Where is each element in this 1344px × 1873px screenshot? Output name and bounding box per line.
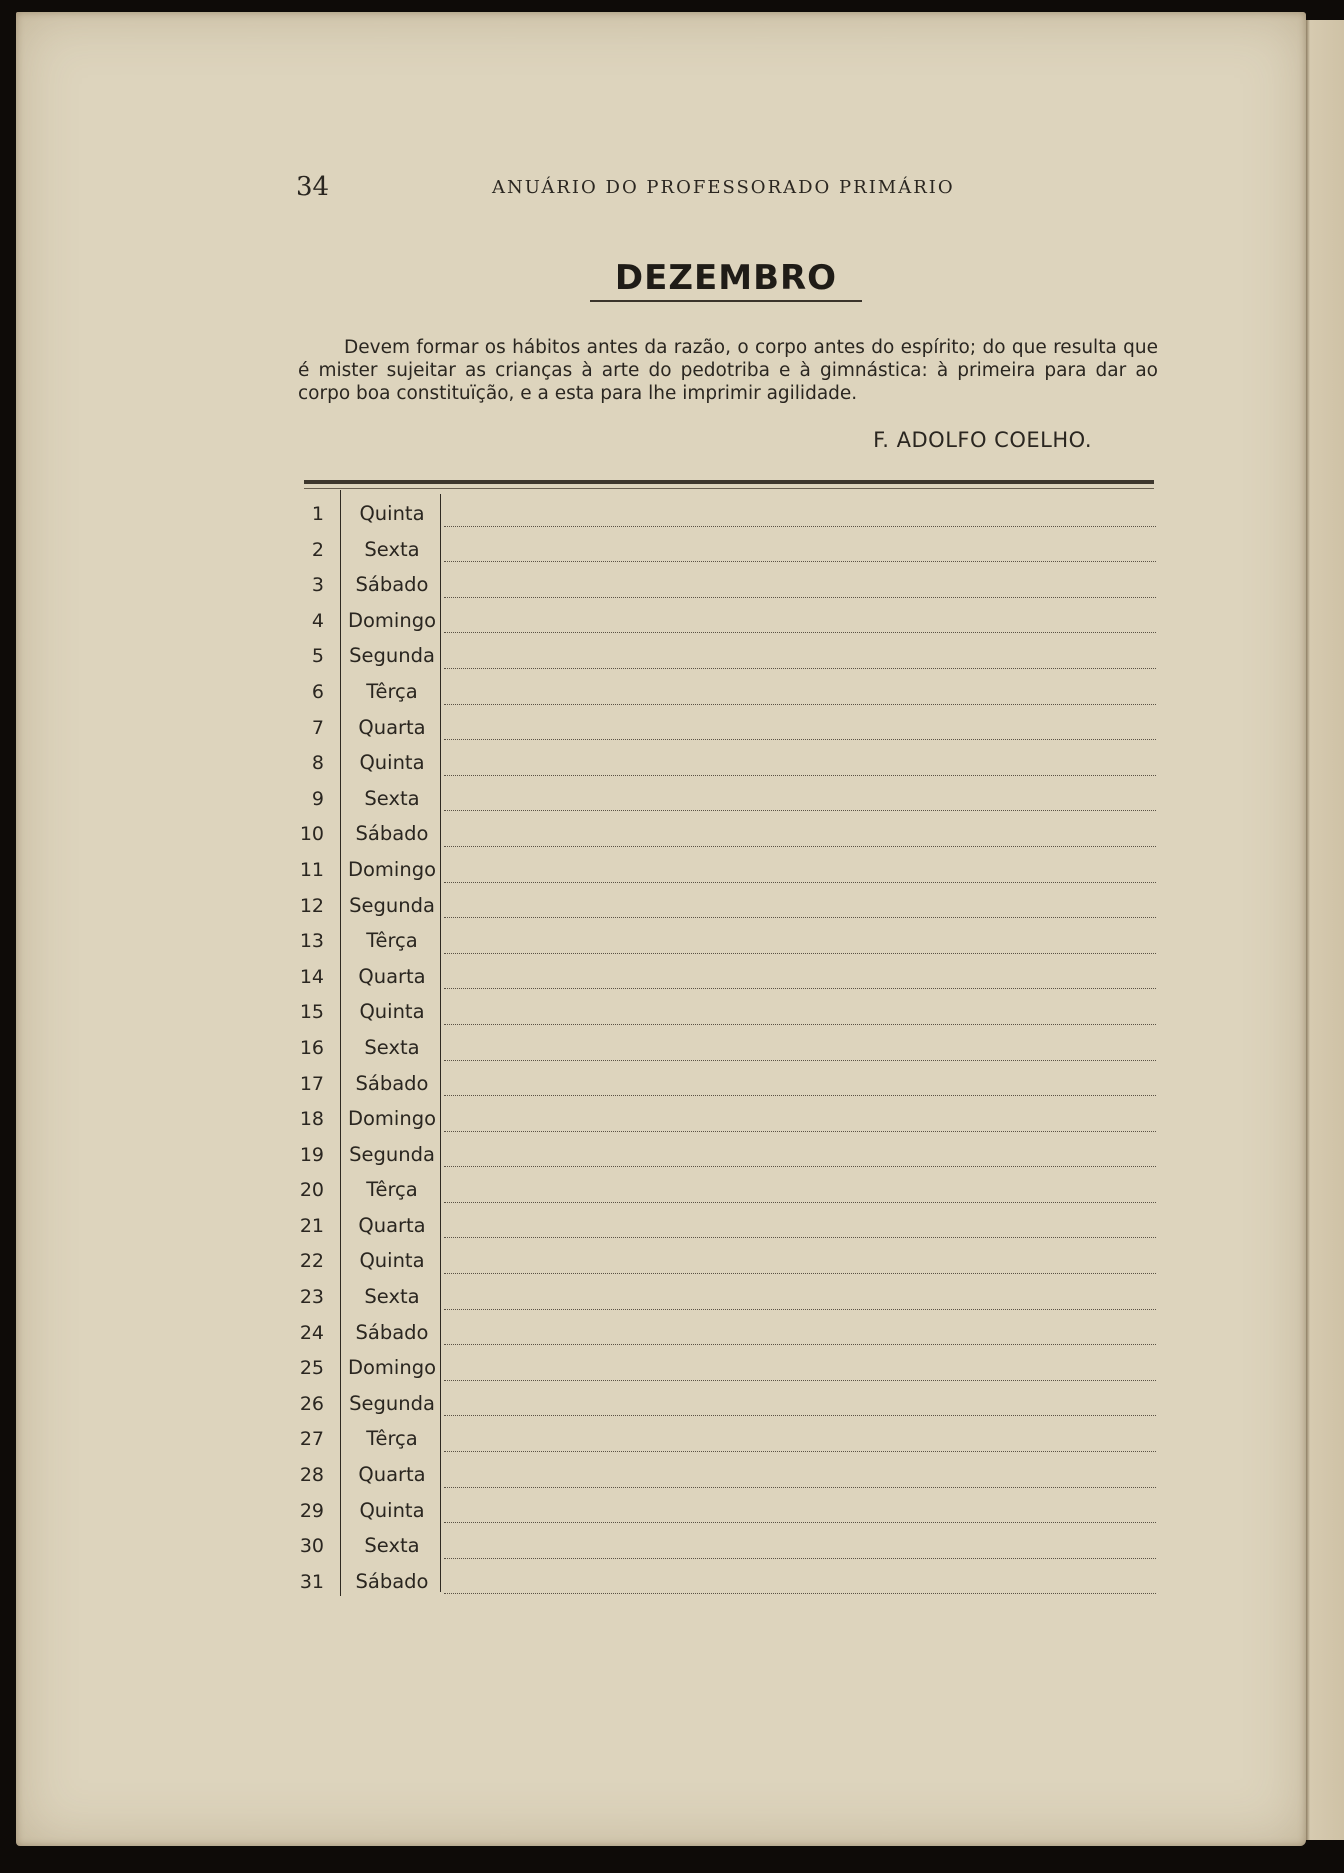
day-number: 21 [299,1214,324,1237]
calendar-day-row [296,1279,1156,1315]
calendar-day-row [296,638,1156,674]
notes-line [444,1202,1156,1203]
notes-line [444,1095,1156,1096]
notes-line [444,1309,1156,1310]
calendar-day-row [296,852,1156,888]
day-number: 11 [299,858,324,881]
day-number: 4 [311,609,324,632]
weekday-name: Quinta [359,502,425,525]
calendar-day-row [296,1386,1156,1422]
day-number: 25 [299,1357,324,1380]
calendar-day-row [296,1101,1156,1137]
weekday-name: Domingo [347,857,437,881]
day-number: 8 [311,752,324,775]
notes-line [444,917,1156,918]
day-number: 1 [311,503,324,525]
notes-line [444,1060,1156,1061]
notes-line [444,632,1156,633]
page-number: 34 [296,172,330,202]
weekday-name: Sábado [355,573,429,597]
notes-line [444,846,1156,847]
day-number: 24 [299,1321,324,1344]
weekday-name: Quarta [358,1213,426,1237]
weekday-name: Domingo [347,608,437,632]
day-number: 30 [299,1535,324,1558]
weekday-name: Segunda [349,644,435,668]
notes-line [444,1344,1156,1345]
notes-line [444,1522,1156,1523]
journal-title: ANUÁRIO DO PROFESSORADO PRIMÁRIO [492,177,955,198]
day-number: 2 [311,538,324,561]
calendar-day-row [296,1421,1156,1457]
calendar-day-row [296,1564,1156,1600]
calendar-day-list [296,496,1156,1599]
day-number: 9 [311,787,324,810]
day-number: 17 [299,1072,324,1095]
notes-line [444,1487,1156,1488]
calendar-day-row [296,1137,1156,1173]
notes-line [444,1593,1156,1594]
weekday-name: Sábado [355,822,429,846]
calendar-day-row [296,1528,1156,1564]
calendar-day-row [296,1243,1156,1279]
day-number: 26 [299,1392,324,1415]
day-number: 19 [299,1143,324,1166]
day-number: 27 [299,1428,324,1451]
calendar-day-row [296,1493,1156,1529]
notes-line [444,597,1156,598]
notes-line [444,668,1156,669]
weekday-name: Quarta [358,1463,426,1487]
notes-line [444,1380,1156,1381]
day-number: 7 [311,716,324,739]
day-number: 22 [299,1250,324,1273]
day-number: 23 [299,1286,324,1309]
calendar-day-row [296,603,1156,639]
day-number: 6 [311,680,324,703]
day-number: 13 [299,930,324,953]
notes-line [444,739,1156,740]
notes-line [444,1273,1156,1274]
day-number: 5 [311,645,324,668]
weekday-name: Sábado [355,1320,429,1344]
weekday-name: Sexta [364,537,420,561]
day-number: 14 [299,965,324,988]
weekday-name: Têrça [366,929,418,953]
calendar-day-row [296,1350,1156,1386]
calendar-day-row [296,1066,1156,1102]
day-number: 18 [299,1108,324,1131]
notes-line [444,1237,1156,1238]
day-number: 16 [299,1036,324,1059]
epigraph-quote: Devem formar os hábitos antes da razão, o corpo antes do espírito; do que resulta que é mister sujeitar as crianças à arte do pedotriba e à gimnástica: à primeira para dar ao corpo boa constituïção, e a esta para lhe imprimir agilidade. [298,337,1158,404]
weekday-name: Sexta [364,786,420,810]
day-number: 20 [299,1179,324,1202]
calendar-day-row [296,674,1156,710]
calendar-day-row [296,567,1156,603]
weekday-name: Sexta [364,1035,420,1059]
calendar-day-row [296,816,1156,852]
notes-line [444,810,1156,811]
table-top-rule [304,480,1154,484]
weekday-name: Domingo [347,1107,437,1131]
weekday-name: Têrça [366,1178,418,1202]
day-number: 3 [311,574,324,597]
notes-line [444,1558,1156,1559]
weekday-name: Sexta [364,1285,420,1309]
weekday-name: Quarta [358,964,426,988]
calendar-day-row [296,496,1156,532]
calendar-day-row [296,1457,1156,1493]
calendar-day-row [296,888,1156,924]
calendar-day-row [296,1172,1156,1208]
notes-line [444,953,1156,954]
notes-line [444,1415,1156,1416]
calendar-day-row [296,994,1156,1030]
weekday-name: Segunda [349,1142,435,1166]
calendar-day-row [296,923,1156,959]
weekday-name: Têrça [366,1427,418,1451]
notes-line [444,988,1156,989]
notes-line [444,1024,1156,1025]
weekday-name: Quarta [358,715,426,739]
notes-line [444,1166,1156,1167]
notes-line [444,526,1156,527]
day-number: 12 [299,894,324,917]
notes-line [444,1451,1156,1452]
weekday-name: Quinta [359,1000,425,1024]
day-number: 31 [299,1570,324,1593]
day-number: 29 [299,1499,324,1522]
weekday-name: Sábado [355,1071,429,1095]
calendar-day-row [296,781,1156,817]
weekday-name: Quinta [359,1498,425,1522]
calendar-day-row [296,959,1156,995]
weekday-name: Segunda [349,1391,435,1415]
notes-line [444,704,1156,705]
running-head [296,172,1166,202]
calendar-day-row [296,532,1156,568]
calendar-day-row [296,1315,1156,1351]
calendar-day-row [296,1208,1156,1244]
epigraph-author: F. ADOLFO COELHO. [873,428,1092,452]
weekday-name: Quinta [359,1249,425,1273]
notes-line [444,775,1156,776]
weekday-name: Sexta [364,1534,420,1558]
weekday-name: Segunda [349,893,435,917]
weekday-name: Quinta [359,751,425,775]
calendar-day-row [296,745,1156,781]
notes-line [444,561,1156,562]
notes-line [444,1131,1156,1132]
notes-line [444,882,1156,883]
day-number: 10 [299,823,324,846]
weekday-name: Domingo [347,1356,437,1380]
month-title: DEZEMBRO [590,258,862,302]
day-number: 28 [299,1464,324,1487]
next-page-edge [1306,20,1344,1840]
day-number: 15 [299,1001,324,1024]
weekday-name: Sábado [355,1569,429,1593]
calendar-day-row [296,1030,1156,1066]
calendar-day-row [296,710,1156,746]
weekday-name: Têrça [366,679,418,703]
table-top-rule-thin [304,488,1154,489]
